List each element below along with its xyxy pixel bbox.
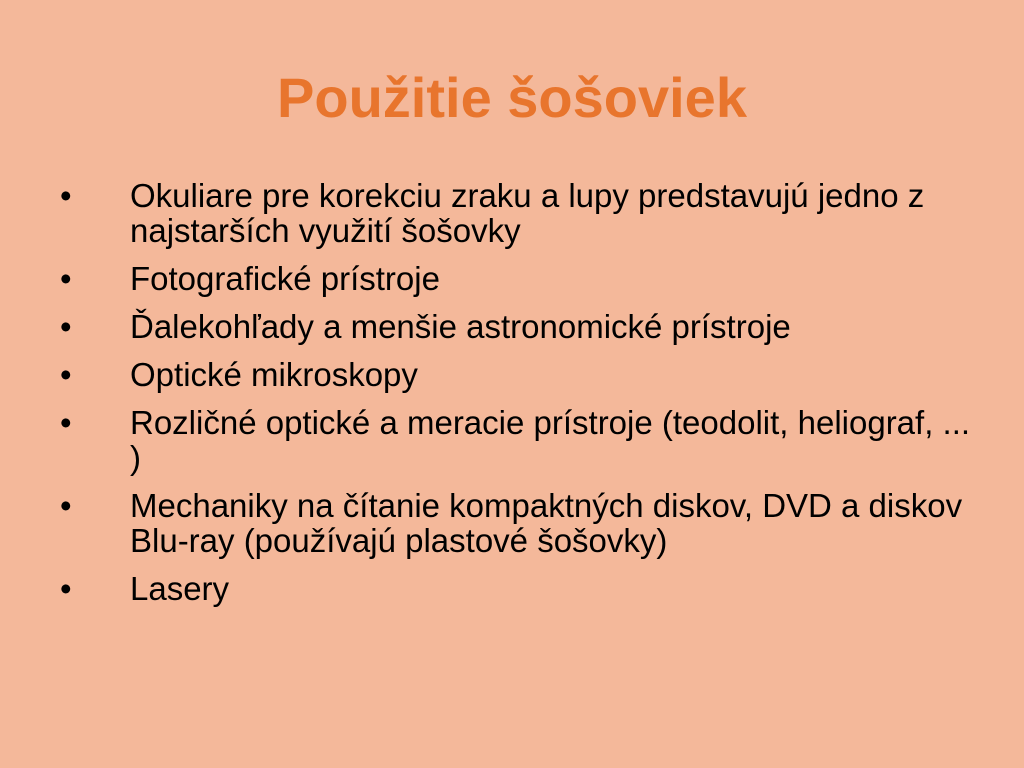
list-item-text: Okuliare pre korekciu zraku a lupy predstavujú jedno z najstarších využití šošovky: [130, 177, 925, 249]
list-item-text: Mechaniky na čítanie kompaktných diskov, DVD a diskov Blu-ray (používajú plastové šošovky): [130, 487, 963, 559]
bullet-icon: •: [60, 356, 72, 393]
bullet-icon: •: [60, 570, 72, 607]
list-item: [52, 357, 972, 392]
list-item-text: Optické mikroskopy: [130, 356, 418, 393]
bullet-list: [52, 178, 972, 619]
slide-title: Použitie šošoviek: [277, 66, 747, 129]
bullet-icon: •: [60, 260, 72, 297]
bullet-icon: •: [60, 177, 72, 214]
list-item-text: Ďalekohľady a menšie astronomické prístroje: [130, 308, 791, 345]
list-item: [52, 405, 972, 475]
list-item-text: Rozličné optické a meracie prístroje (teodolit, heliograf, ... ): [130, 404, 971, 476]
list-item-text: Fotografické prístroje: [130, 260, 440, 297]
list-item: [52, 261, 972, 296]
list-item: [52, 571, 972, 606]
list-item: [52, 178, 972, 248]
bullet-icon: •: [60, 404, 72, 441]
bullet-icon: •: [60, 487, 72, 524]
list-item: [52, 488, 972, 558]
list-item: [52, 309, 972, 344]
list-item-text: Lasery: [130, 570, 230, 607]
bullet-icon: •: [60, 308, 72, 345]
